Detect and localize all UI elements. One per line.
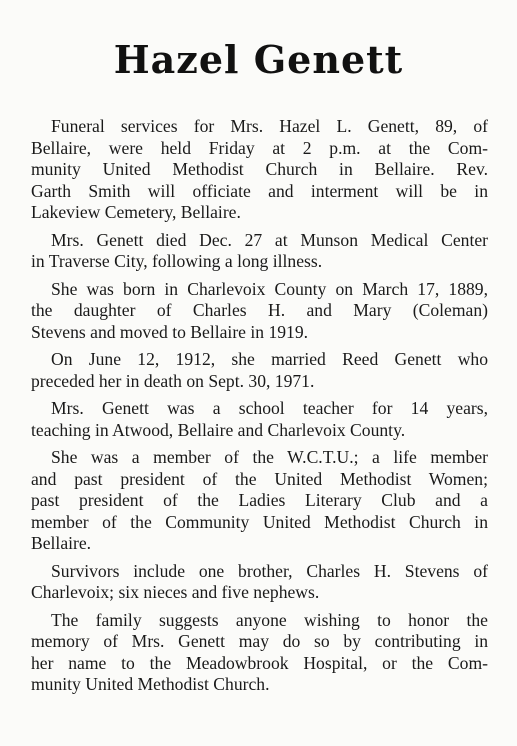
paragraph-memorials — [31, 610, 488, 696]
text-line: and past president of the United Methodist Women; — [31, 468, 488, 489]
text-line: munity United Methodist Church in Bellaire. Rev. — [31, 159, 488, 179]
text-line: She was born in Charlevoix County on March 17, 1889, — [51, 278, 488, 299]
text-line: teaching in Atwood, Bellaire and Charlevoix County. — [31, 419, 406, 440]
text-line: her name to the Meadowbrook Hospital, or the Com- — [31, 652, 488, 673]
text-line: preceded her in death on Sept. 30, 1971. — [31, 370, 315, 391]
paragraph-death — [31, 230, 488, 273]
paragraph-birth — [31, 279, 488, 344]
text-line: Garth Smith will officiate and interment will be in — [31, 180, 488, 201]
text-line: The family suggests anyone wishing to honor the — [51, 609, 488, 630]
text-line: memory of Mrs. Genett may do so by contributing in — [31, 631, 488, 651]
text-line: She was a member of the W.C.T.U.; a life member — [51, 447, 488, 467]
text-line: Mrs. Genett died Dec. 27 at Munson Medical Center — [51, 229, 488, 250]
text-line: Lakeview Cemetery, Bellaire. — [31, 202, 241, 222]
obituary-body — [31, 116, 488, 702]
text-line: member of the Community United Methodist Church in — [31, 511, 488, 532]
text-line: Stevens and moved to Bellaire in 1919. — [31, 321, 309, 342]
paragraph-funeral-services — [31, 116, 488, 224]
text-line: munity United Methodist Church. — [31, 674, 270, 694]
text-line: the daughter of Charles H. and Mary (Coleman) — [31, 300, 488, 320]
paragraph-career — [31, 398, 488, 441]
paragraph-memberships — [31, 447, 488, 555]
text-line: Mrs. Genett was a school teacher for 14 years, — [51, 398, 488, 418]
obituary-headline: Hazel Genett — [113, 37, 404, 82]
text-line: in Traverse City, following a long illness. — [31, 251, 323, 271]
text-line: past president of the Ladies Literary Club and a — [31, 490, 488, 510]
text-line: On June 12, 1912, she married Reed Genett who — [51, 349, 488, 369]
text-line: Survivors include one brother, Charles H. Stevens of — [51, 560, 488, 581]
paragraph-survivors — [31, 561, 488, 604]
text-line: Bellaire. — [31, 533, 92, 553]
text-line: Funeral services for Mrs. Hazel L. Genett, 89, of — [51, 116, 488, 136]
paragraph-marriage — [31, 349, 488, 392]
text-line: Charlevoix; six nieces and five nephews. — [31, 582, 320, 602]
text-line: Bellaire, were held Friday at 2 p.m. at the Com- — [31, 137, 488, 158]
